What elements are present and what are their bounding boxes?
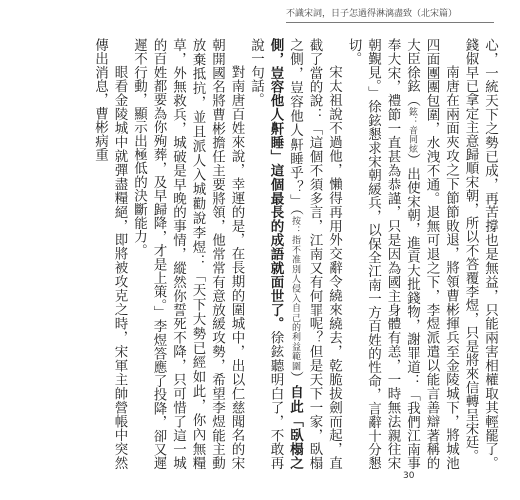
paragraph-text: 南唐在兩面夾攻之下節節敗退，將領曹彬揮兵至金陵城下，將城池四面團團包圍，水洩不通。退無可退之下，李煜派遣以能言善辯著稱的大臣徐鉉（ — [404, 38, 459, 470]
paragraph — [246, 38, 344, 470]
paragraph — [343, 38, 460, 470]
running-header: 不識宋詞，日子怎過得淋漓盡致（北宋篇） — [286, 9, 458, 19]
paragraph-indent — [236, 38, 237, 65]
highlight-text: 自此「臥榻之側，豈容他人鼾睡」這個最長的成語就面世了。 — [267, 38, 303, 471]
paragraph-indent — [451, 38, 452, 65]
body-text — [29, 38, 499, 470]
annotation-text: 按：指不准別人侵入自己的利益範圍 — [290, 215, 300, 372]
paragraph-text: 心，一統天下之勢已成，再苦撐也是無益，只能兩害相權取其輕罷了。錢俶早已拿定主意歸順宋朝，所以不答覆李煜，只是將來信轉呈宋廷。 — [462, 38, 498, 470]
paragraph-text: 眼看金陵城中就彈盡糧絕，即將被攻克之時，宋軍主帥營帳中突然傳出消息，曹彬病重 — [92, 38, 128, 470]
paragraph-indent — [119, 38, 120, 65]
paragraph-text: 宋太祖說不過他，懶得再用外交辭令繞來繞去，乾脆拔劍而起，直截了當的說：「這個不須多言，江南又有何罪呢？但是天下一家，臥榻之側，豈容他人鼾睡乎？」（ — [287, 38, 342, 470]
paragraph — [460, 38, 499, 470]
paragraph-indent — [334, 38, 335, 65]
paragraph-text: ） — [287, 371, 303, 386]
paragraph-text: ）出使宋朝，進貢大批錢物，謝罪道：「我們江南事奉大宋，禮節一直甚為恭謹，只是因為國主身體有恙，一時無法親往宋朝覲見。」徐鉉懇求宋朝緩兵，以保全江南一方百姓的性命，言辭十分懇切。 — [345, 38, 420, 470]
paragraph-text: 對南唐百姓來說，幸運的是，在長期的圍城中，出以仁慈聞名的宋朝開國名將曹彬擔任主要將領，他常常有意放緩攻勢，希望李煜能主動放棄抵抗，並且派人入城勸說李煜：「天下大勢已經如此，你內無糧草，外無救兵，城破是早晚的事情，縱然你誓死不降，只可惜了這一城的百姓都要為你殉葬，及早歸降，才是上策。」李煜答應了投降，卻又遲遲不行動，顯示出極低的決斷能力。 — [131, 38, 245, 470]
page-number: 30 — [403, 471, 415, 481]
paragraph — [90, 38, 129, 470]
paragraph — [129, 38, 246, 470]
header-rule — [286, 22, 494, 23]
paragraph-text: 徐鉉聽明白了，不敢再說一句話。 — [248, 38, 284, 471]
annotation-text: 鉉：音同炫 — [407, 106, 417, 154]
